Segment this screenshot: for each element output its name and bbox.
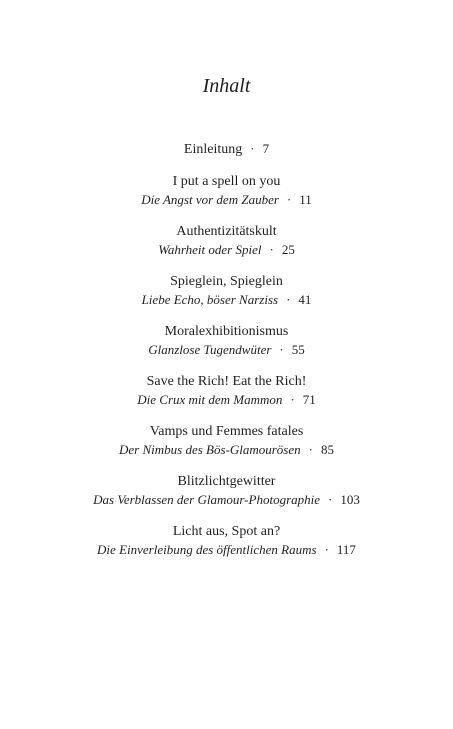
toc-entry-subtitle: Wahrheit oder Spiel: [158, 242, 262, 257]
toc-page-number: 103: [340, 492, 360, 507]
toc-entry-introduction: [0, 140, 453, 159]
toc-entry-title: Vamps und Femmes fatales: [149, 424, 304, 439]
toc-entry: [0, 373, 453, 409]
toc-entry-title: Authentizitätskult: [176, 224, 277, 239]
toc-page-number: 7: [262, 141, 270, 156]
toc-page-number: 11: [299, 192, 312, 207]
toc-page-number: 71: [302, 392, 316, 407]
toc-entry-subtitle-line: [0, 541, 453, 559]
toc-entry-line: [0, 140, 453, 159]
toc-separator: ·: [269, 242, 274, 257]
toc-entry-title: Einleitung: [183, 142, 243, 157]
toc-entry: [0, 323, 453, 359]
toc-separator: ·: [279, 342, 284, 357]
toc-entry-subtitle-line: [0, 441, 453, 459]
toc-page-number: 41: [298, 292, 312, 307]
toc-entry-subtitle-line: [0, 391, 453, 409]
toc-entry: [0, 473, 453, 509]
toc-entry-subtitle-line: [0, 491, 453, 509]
toc-separator: ·: [324, 542, 329, 557]
toc-entry: [0, 523, 453, 559]
toc-entry-title: Moralexhibitionismus: [164, 324, 289, 339]
toc-entry-title: Licht aus, Spot an?: [172, 524, 281, 539]
toc-entry-subtitle: Die Einverleibung des öffentlichen Raums: [97, 542, 317, 557]
toc-entry-subtitle: Glanzlose Tugendwüter: [148, 342, 272, 357]
toc-entry-subtitle: Der Nimbus des Bös-Glamourösen: [119, 442, 301, 457]
toc-entry-title: Blitzlichtgewitter: [177, 474, 276, 489]
toc-entry-subtitle-line: [0, 341, 453, 359]
toc-entry-title: Save the Rich! Eat the Rich!: [146, 374, 307, 389]
toc-page-number: 25: [281, 242, 295, 257]
toc-entry: [0, 273, 453, 309]
toc-separator: ·: [290, 392, 295, 407]
toc-separator: ·: [286, 292, 291, 307]
toc-separator: ·: [308, 442, 313, 457]
toc-separator: ·: [286, 192, 292, 207]
toc-entry: [0, 173, 453, 209]
page-title: Inhalt: [202, 75, 251, 97]
toc-page-number: 117: [336, 542, 356, 557]
toc-entry-subtitle: Liebe Echo, böser Narziss: [141, 292, 279, 307]
toc-entry: [0, 423, 453, 459]
toc-entry-title: Spieglein, Spieglein: [170, 274, 283, 289]
toc-page-number: 55: [291, 342, 305, 357]
table-of-contents: [0, 140, 453, 559]
toc-entry-subtitle-line: [0, 291, 453, 309]
toc-entry-subtitle: Die Angst vor dem Zauber: [141, 192, 279, 207]
toc-entry-subtitle-line: [0, 241, 453, 259]
toc-entry-subtitle: Das Verblassen der Glamour-Photographie: [93, 492, 321, 507]
toc-separator: ·: [328, 492, 333, 507]
toc-entry-title: I put a spell on you: [172, 174, 281, 189]
toc-entry-subtitle-line: [0, 191, 453, 209]
toc-page-number: 85: [320, 442, 334, 457]
toc-entry: [0, 223, 453, 259]
toc-separator: ·: [250, 141, 255, 156]
toc-entry-subtitle: Die Crux mit dem Mammon: [137, 392, 283, 407]
